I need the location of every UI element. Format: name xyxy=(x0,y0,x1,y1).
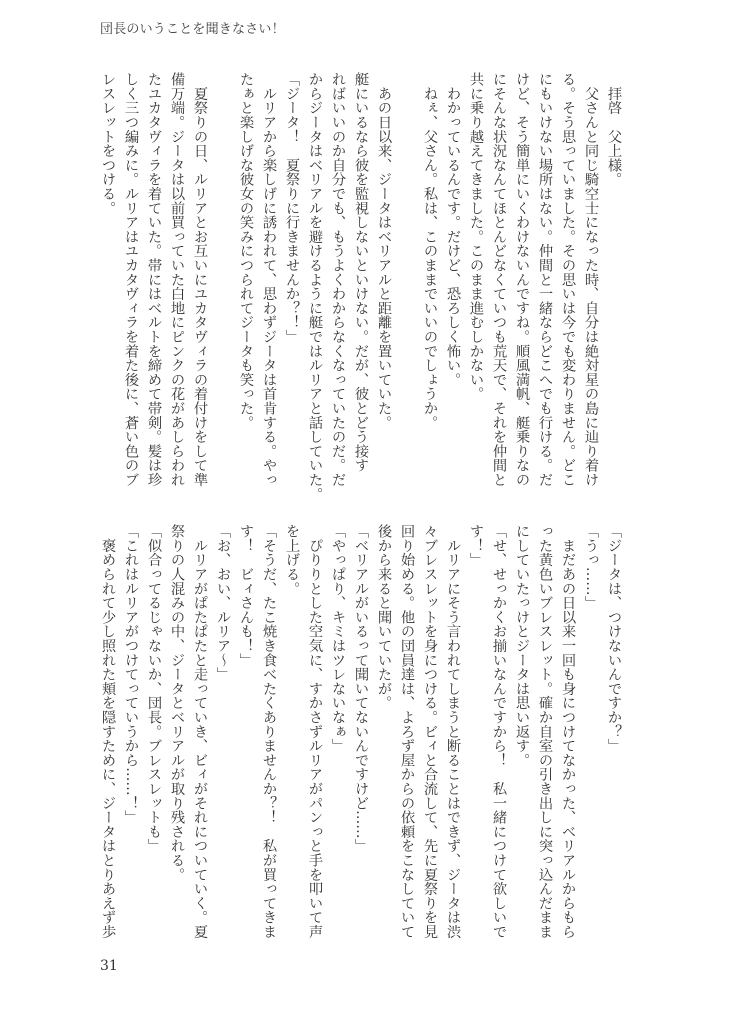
dialogue-column: 「お、おい、ルリア〜」 xyxy=(215,524,231,682)
text-column: ぴりりとした空気に、すかさずルリアがパンっと手を叩いて声 xyxy=(307,524,323,939)
text-column: けど、そう簡単にいくわけないんですね。順風満帆、艇乗りなの xyxy=(514,72,530,487)
text-column: ればいいのか自分でも、もうよくわからなくなっていたのだ。だ xyxy=(330,72,346,487)
text-column: 々ブレスレットを身につける。ビィと合流して、先に夏祭りを見 xyxy=(422,524,438,939)
dialogue-column: 「ベリアルがいるって聞いてないんですけど……」 xyxy=(353,524,369,853)
text-column: まだあの日以来一回も身につけてなかった、ベリアルからもら xyxy=(560,524,576,939)
text-column: 父さんと同じ騎空士になった時、自分は絶対星の島に辿り着け xyxy=(583,72,599,487)
text-column: にそんな状況なんてほとんどなくていつも荒天で、それを仲間と xyxy=(491,72,507,487)
text-column: る。そう思っていました。その思いは今でも変わりません。どこ xyxy=(560,72,576,487)
text-column: 共に乗り越えてきました。このまま進むしかない。 xyxy=(468,72,484,401)
dialogue-column: 「似合ってるじゃないか、団長。ブレスレットも」 xyxy=(146,524,162,853)
text-column: ルリアにそう言われてしまうと断ることはできず、ジータは渋 xyxy=(445,524,461,939)
text-column: にしていたっけとジータは思い返す。 xyxy=(514,524,530,768)
page-number: 31 xyxy=(100,958,118,974)
dialogue-column: 「せ、せっかくお揃いなんですから！ 私一緒につけて欲しいで xyxy=(491,524,507,939)
text-column: あの日以来、ジータはベリアルと距離を置いていた。 xyxy=(376,72,392,430)
text-column: 祭りの人混みの中、ジータとベリアルが取り残される。 xyxy=(169,524,185,882)
dialogue-column: 「ジータは、つけないんですか？」 xyxy=(606,524,622,753)
text-column: を上げる。 xyxy=(284,524,300,596)
text-column: 後から来ると聞いていたが。 xyxy=(376,524,392,710)
text-column: ルリアがぱたぱたと走っていき、ビィがそれについていく。夏 xyxy=(192,524,208,939)
dialogue-column: 「これはルリアがつけてっていうから……！」 xyxy=(123,524,139,825)
dialogue-column: す！ ビィさんも！」 xyxy=(238,524,254,667)
text-column: 拝啓 父上様。 xyxy=(606,72,622,187)
text-column: 回り始める。他の団員達は、よろず屋からの依頼をこなしていて xyxy=(399,524,415,939)
text-column: からジータはベリアルを避けるように艇ではルリアと話していた。 xyxy=(307,72,323,501)
text-column: 艇にいるなら彼を監視しないといけない。だが、彼とどう接す xyxy=(353,72,369,473)
text-column: しく三つ編みに。ルリアはユカタヴィラを着た後に、蒼い色のブ xyxy=(123,72,139,487)
text-column: 備万端。ジータは以前買っていた白地にピンクの花があしらわれ xyxy=(169,72,185,487)
text-column: 褒められて少し照れた頬を隠すために、ジータはとりあえず歩 xyxy=(100,524,116,939)
text-column: たぁと楽しげな彼女の笑みにつられてジータも笑った。 xyxy=(238,72,254,430)
lower-text-block xyxy=(96,524,625,964)
text-column: 夏祭りの日、ルリアとお互いにユカタヴィラの着付けをして準 xyxy=(192,72,208,487)
dialogue-column: 「ジータ！ 夏祭りに行きませんか？！」 xyxy=(284,72,300,344)
upper-text-block xyxy=(96,72,625,512)
text-column: にもいけない場所はない。仲間と一緒ならどこへでも行ける。だ xyxy=(537,72,553,487)
text-column: たユカタヴィラを着ていた。帯にはベルトを締めて帯剣。髪は珍 xyxy=(146,72,162,487)
dialogue-column: 「やっぱり、キミはツレないなぁ」 xyxy=(330,524,346,753)
dialogue-column: 「そうだ、たこ焼き食べたくありませんか？！ 私が買ってきま xyxy=(261,524,277,939)
running-title: 団長のいうことを聞きなさい！ xyxy=(100,22,285,37)
blank-column xyxy=(395,72,418,512)
text-column: ルリアから楽しげに誘われて、思わずジータは首肯する。やっ xyxy=(261,72,277,487)
text-column: レスレットをつける。 xyxy=(100,72,116,215)
text-column: ねぇ、父さん。私は、このままでいいのでしょうか。 xyxy=(422,72,438,430)
dialogue-column: す！」 xyxy=(468,524,484,567)
blank-column xyxy=(211,72,234,512)
dialogue-column: 「うっ……」 xyxy=(583,524,599,610)
text-column: わかっているんです。だけど、恐ろしく怖い。 xyxy=(445,72,461,387)
text-column: った黄色いブレスレット。確か自室の引き出しに突っ込んだまま xyxy=(537,524,553,939)
